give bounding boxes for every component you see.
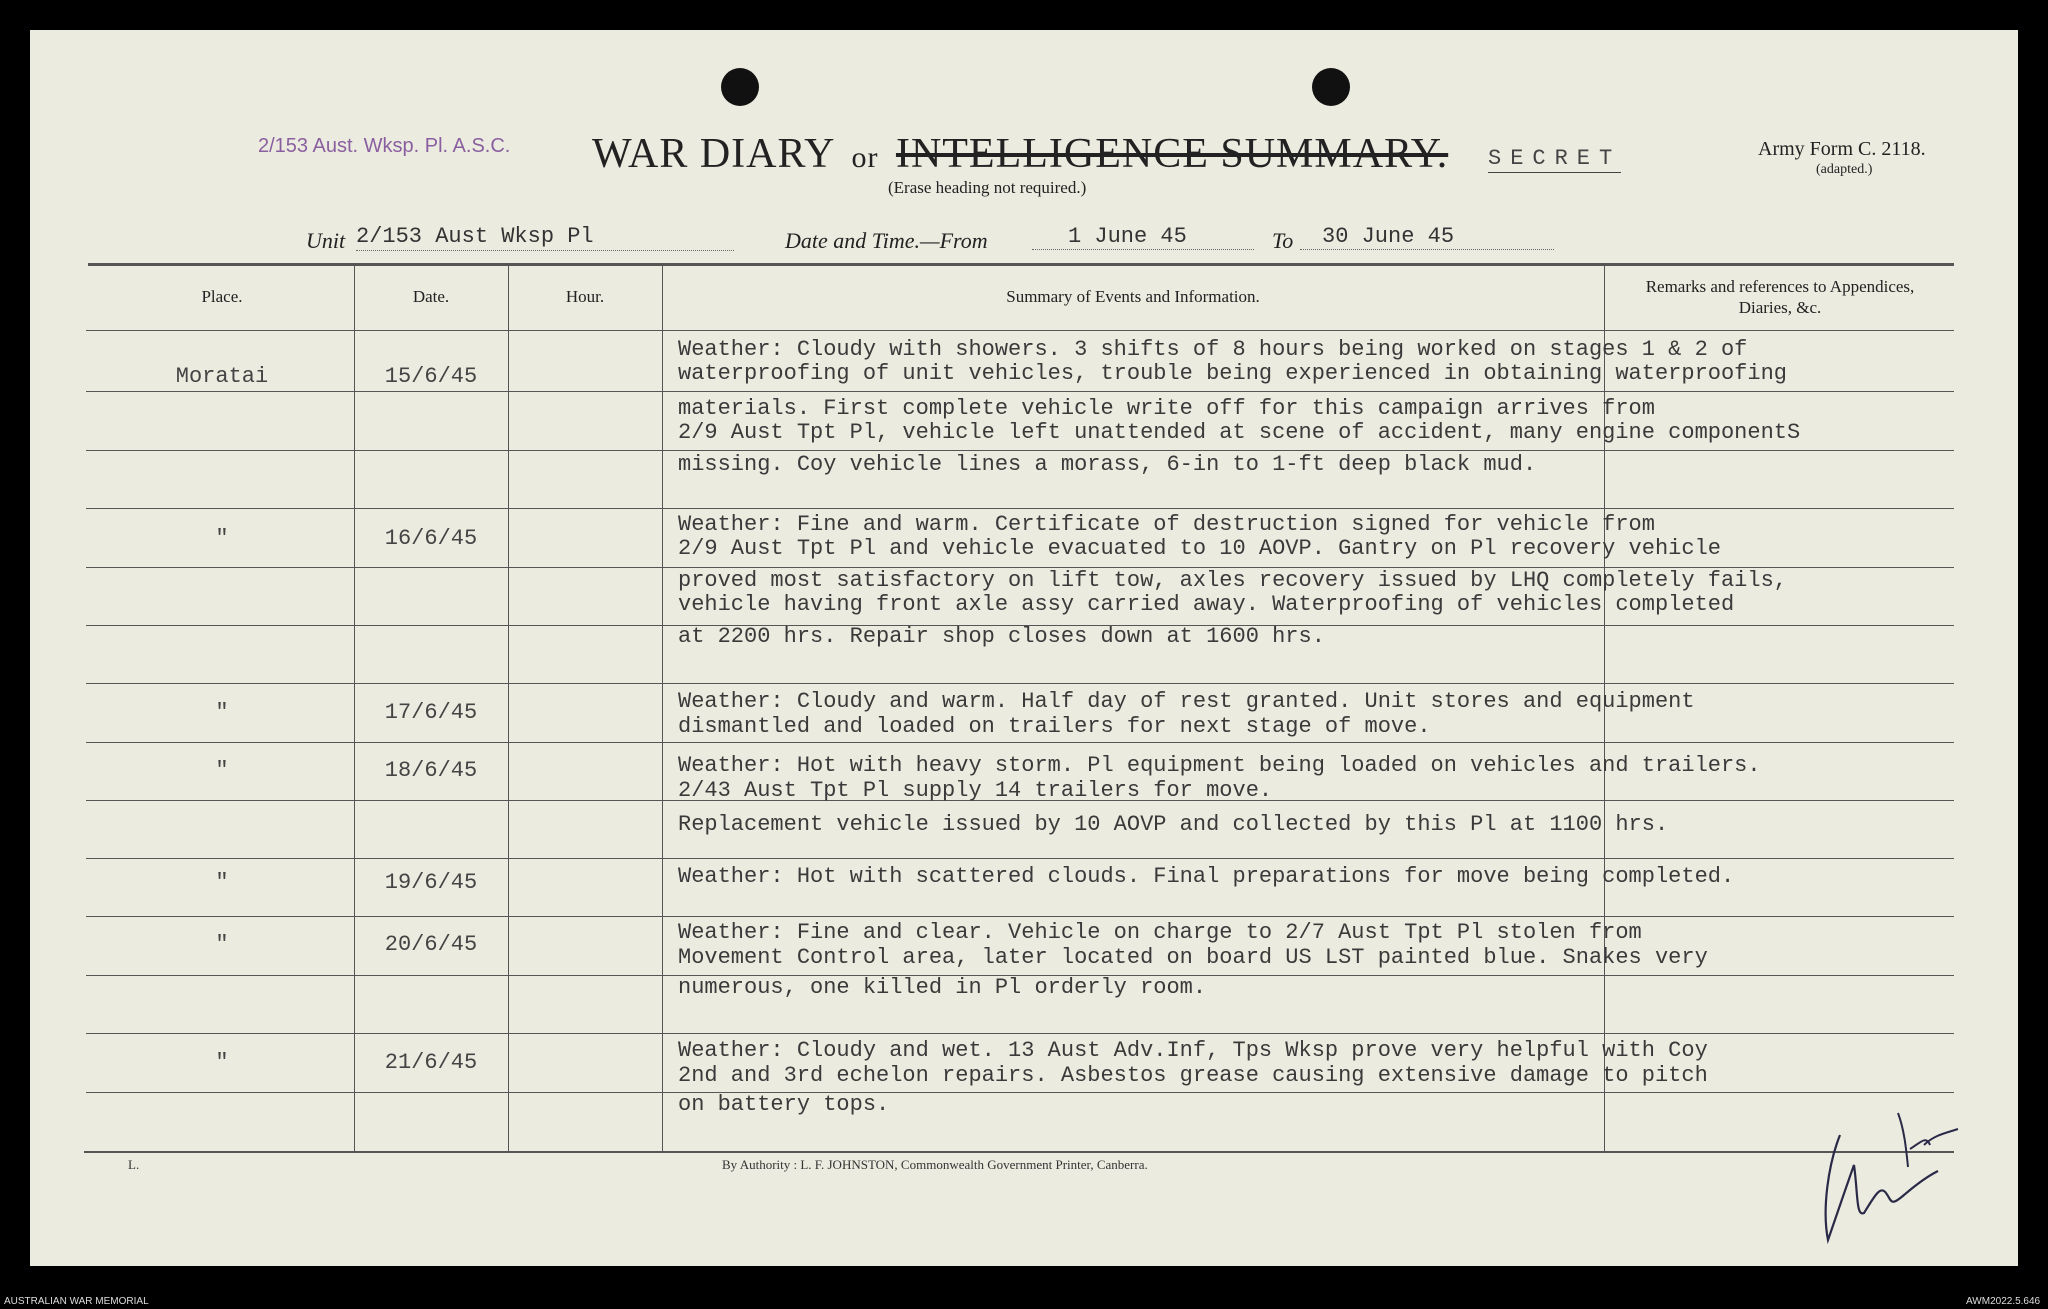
entry-place: " [215,932,229,957]
ruled-line [86,683,1954,684]
secret-label: SECRET [1488,146,1622,171]
title-struck: INTELLIGENCE SUMMARY. [895,131,1449,177]
entry-date: 15/6/45 [384,364,478,389]
entry-summary-line: Weather: Fine and warm. Certificate of destruction signed for vehicle from [678,512,1655,537]
entry-summary-line: 2/43 Aust Tpt Pl supply 14 trailers for move. [678,778,1273,803]
title-main: WAR DIARY [592,131,834,177]
ruled-line [86,742,1954,743]
unit-value: 2/153 Aust Wksp Pl [356,224,734,251]
page-title [592,130,1448,178]
col-divider-date [508,265,509,1151]
entry-summary-line: 2/9 Aust Tpt Pl and vehicle evacuated to 10 AOVP. Gantry on Pl recovery vehicle [678,536,1721,561]
from-value: 1 June 45 [1032,224,1254,250]
entry-summary-line: missing. Coy vehicle lines a morass, 6-in to 1-ft deep black mud. [678,452,1537,477]
col-header-place: Place. [201,287,243,306]
ruled-line [86,450,1954,451]
to-value: 30 June 45 [1300,224,1554,250]
ruled-line [86,858,1954,859]
col-header-hour: Hour. [565,287,605,306]
entry-summary-line: Weather: Cloudy and warm. Half day of rest granted. Unit stores and equipment [678,689,1695,714]
handwritten-signature [1820,1105,1970,1250]
ruled-line [86,508,1954,509]
unit-stamp: 2/153 Aust. Wksp. Pl. A.S.C. [258,135,511,157]
unit-label: Unit [306,228,346,253]
entry-date: 17/6/45 [384,700,478,725]
printer-authority: By Authority : L. F. JOHNSTON, Commonwealth Government Printer, Canberra. [722,1157,1148,1172]
entry-summary-line: dismantled and loaded on trailers for next stage of move. [678,714,1431,739]
ruled-line [86,391,1954,392]
entry-summary-line: Movement Control area, later located on board US LST painted blue. Snakes very [678,945,1708,970]
entry-date: 20/6/45 [384,932,478,957]
watermark-left: AUSTRALIAN WAR MEMORIAL [4,1296,149,1307]
entry-place: Moratai [175,364,269,389]
punch-hole-right [1312,68,1350,106]
col-header-date: Date. [412,287,450,306]
entry-summary-line: 2/9 Aust Tpt Pl, vehicle left unattended at scene of accident, many engine componentS [678,420,1801,445]
entry-place: " [215,870,229,895]
entry-summary-line: Weather: Cloudy and wet. 13 Aust Adv.Inf, Tps Wksp prove very helpful with Coy [678,1038,1708,1063]
entry-place: " [215,758,229,783]
footer-mark: L. [128,1157,140,1172]
entry-place: " [215,700,229,725]
col-header-remarks: Remarks and references to Appendices, Diaries, &c. [1645,277,1915,317]
table-top-rule [88,263,1954,266]
entry-summary-line: waterproofing of unit vehicles, trouble being experienced in obtaining waterproofing [678,361,1787,386]
entry-date: 18/6/45 [384,758,478,783]
entry-summary-line: Weather: Fine and clear. Vehicle on charge to 2/7 Aust Tpt Pl stolen from [678,920,1642,945]
entry-summary-line: 2nd and 3rd echelon repairs. Asbestos grease causing extensive damage to pitch [678,1063,1708,1088]
col-header-summary: Summary of Events and Information. [1006,287,1260,306]
entry-summary-line: proved most satisfactory on lift tow, axles recovery issued by LHQ completely fails, [678,568,1787,593]
entry-summary-line: Replacement vehicle issued by 10 AOVP and collected by this Pl at 1100 hrs. [678,812,1669,837]
entry-date: 21/6/45 [384,1050,478,1075]
ruled-line [86,330,1954,331]
entry-summary-line: at 2200 hrs. Repair shop closes down at 1600 hrs. [678,624,1325,649]
punch-hole-left [721,68,759,106]
ruled-line [86,916,1954,917]
entry-summary-line: Weather: Hot with scattered clouds. Final preparations for move being completed. [678,864,1735,889]
table-bottom-rule [84,1151,1954,1153]
entry-summary-line: Weather: Cloudy with showers. 3 shifts of 8 hours being worked on stages 1 & 2 of [678,337,1748,362]
entry-place: " [215,526,229,551]
entry-summary-line: materials. First complete vehicle write off for this campaign arrives from [678,396,1655,421]
entry-date: 16/6/45 [384,526,478,551]
erase-note: (Erase heading not required.) [888,178,1087,197]
ruled-line [86,1033,1954,1034]
date-time-label: Date and Time.—From [785,228,988,253]
army-form-number: Army Form C. 2118. [1758,138,1926,160]
army-form-adapted: (adapted.) [1816,162,1873,177]
watermark-right: AWM2022.5.646 [1966,1296,2041,1307]
to-label: To [1272,228,1294,253]
col-divider-hour [662,265,663,1151]
entry-date: 19/6/45 [384,870,478,895]
title-or: or [851,141,879,174]
entry-summary-line: Weather: Hot with heavy storm. Pl equipment being loaded on vehicles and trailers. [678,753,1761,778]
entry-place: " [215,1050,229,1075]
entry-summary-line: on battery tops. [678,1092,890,1117]
entry-summary-line: numerous, one killed in Pl orderly room. [678,975,1207,1000]
entry-summary-line: vehicle having front axle assy carried away. Waterproofing of vehicles completed [678,592,1735,617]
